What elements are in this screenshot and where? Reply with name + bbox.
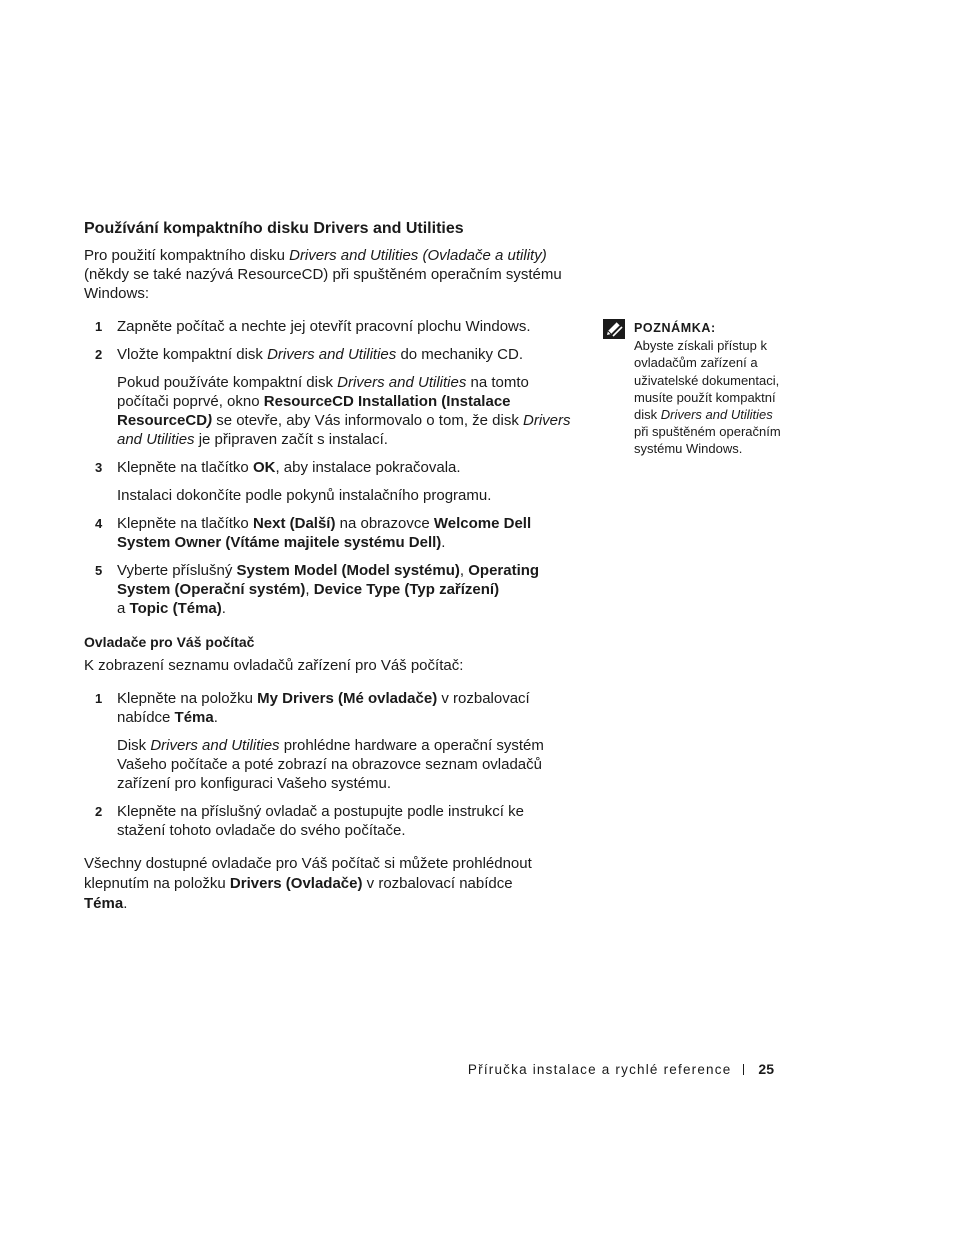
step-number: 2 — [95, 804, 103, 819]
step-number: 4 — [95, 516, 103, 531]
step-4 — [84, 514, 574, 552]
step-number: 1 — [95, 319, 103, 334]
section-title: Používání kompaktního disku Drivers and Utilities — [84, 220, 464, 237]
step-3 — [84, 458, 574, 477]
pencil-note-icon — [603, 319, 625, 339]
step-text: Klepněte na položku My Drivers (Mé ovladače) v rozbalovací nabídce Téma. — [117, 690, 530, 726]
step-text: Vyberte příslušný System Model (Model systému), Operating System (Operační systém), Device Type (Typ zařízení) a Topic (Téma). — [117, 562, 540, 617]
step-3-detail: Instalaci dokončíte podle pokynů instalačního programu. — [117, 487, 492, 504]
install-steps — [84, 317, 574, 618]
driver-step-1 — [84, 689, 574, 727]
footer-separator — [743, 1064, 744, 1075]
step-text: Zapněte počítač a nechte jej otevřít pracovní plochu Windows. — [117, 318, 531, 335]
step-5 — [84, 561, 574, 618]
page-number: 25 — [758, 1061, 774, 1077]
driver-step-1-detail: Disk Drivers and Utilities prohlédne hardware a operační systém Vašeho počítače a poté zobrazí na obrazovce seznam ovladačů zařízení pro konfiguraci Vašeho systému. — [117, 737, 544, 792]
driver-steps — [84, 689, 574, 840]
subsection-title: Ovladače pro Váš počítač — [84, 634, 255, 650]
note-text: POZNÁMKA: Abyste získali přístup k ovladačům zařízení a uživatelské dokumentaci, musíte použít kompaktní disk Drivers and Utilities při spuštěném operačním systému Windows. — [634, 321, 781, 457]
step-number: 3 — [95, 460, 103, 475]
driver-step-2 — [84, 802, 574, 840]
step-1 — [84, 317, 574, 336]
closing-paragraph: Všechny dostupné ovladače pro Váš počítač si můžete prohlédnout klepnutím na položku Drivers (Ovladače) v rozbalovací nabídce Téma. — [84, 855, 532, 912]
step-number: 2 — [95, 347, 103, 362]
step-text: Vložte kompaktní disk Drivers and Utilities do mechaniky CD. — [117, 346, 523, 363]
page-footer — [468, 1061, 774, 1077]
step-number: 1 — [95, 691, 103, 706]
step-text: Klepněte na tlačítko Next (Další) na obrazovce Welcome Dell System Owner (Vítáme majitele systému Dell). — [117, 515, 532, 551]
step-2 — [84, 345, 574, 364]
step-number: 5 — [95, 563, 103, 578]
section-intro: Pro použití kompaktního disku Drivers and Utilities (Ovladače a utility) (někdy se také nazývá ResourceCD) při spuštěném operačním systému Windows: — [84, 247, 562, 302]
note-label: POZNÁMKA: — [634, 321, 716, 335]
margin-note — [603, 319, 783, 458]
step-text: Klepněte na příslušný ovladač a postupujte podle instrukcí ke stažení tohoto ovladače do svého počítače. — [117, 803, 524, 839]
subsection-intro: K zobrazení seznamu ovladačů zařízení pro Váš počítač: — [84, 657, 464, 674]
footer-title: Příručka instalace a rychlé reference — [467, 1061, 732, 1077]
step-text: Klepněte na tlačítko OK, aby instalace pokračovala. — [117, 459, 461, 476]
main-column — [84, 219, 574, 914]
step-2-detail: Pokud používáte kompaktní disk Drivers and Utilities na tomto počítači poprvé, okno ResourceCD Installation (Instalace ResourceCD) se otevře, aby Vás informovalo o tom, že disk Drivers and Utilities je připraven začít s instalací. — [117, 374, 571, 448]
